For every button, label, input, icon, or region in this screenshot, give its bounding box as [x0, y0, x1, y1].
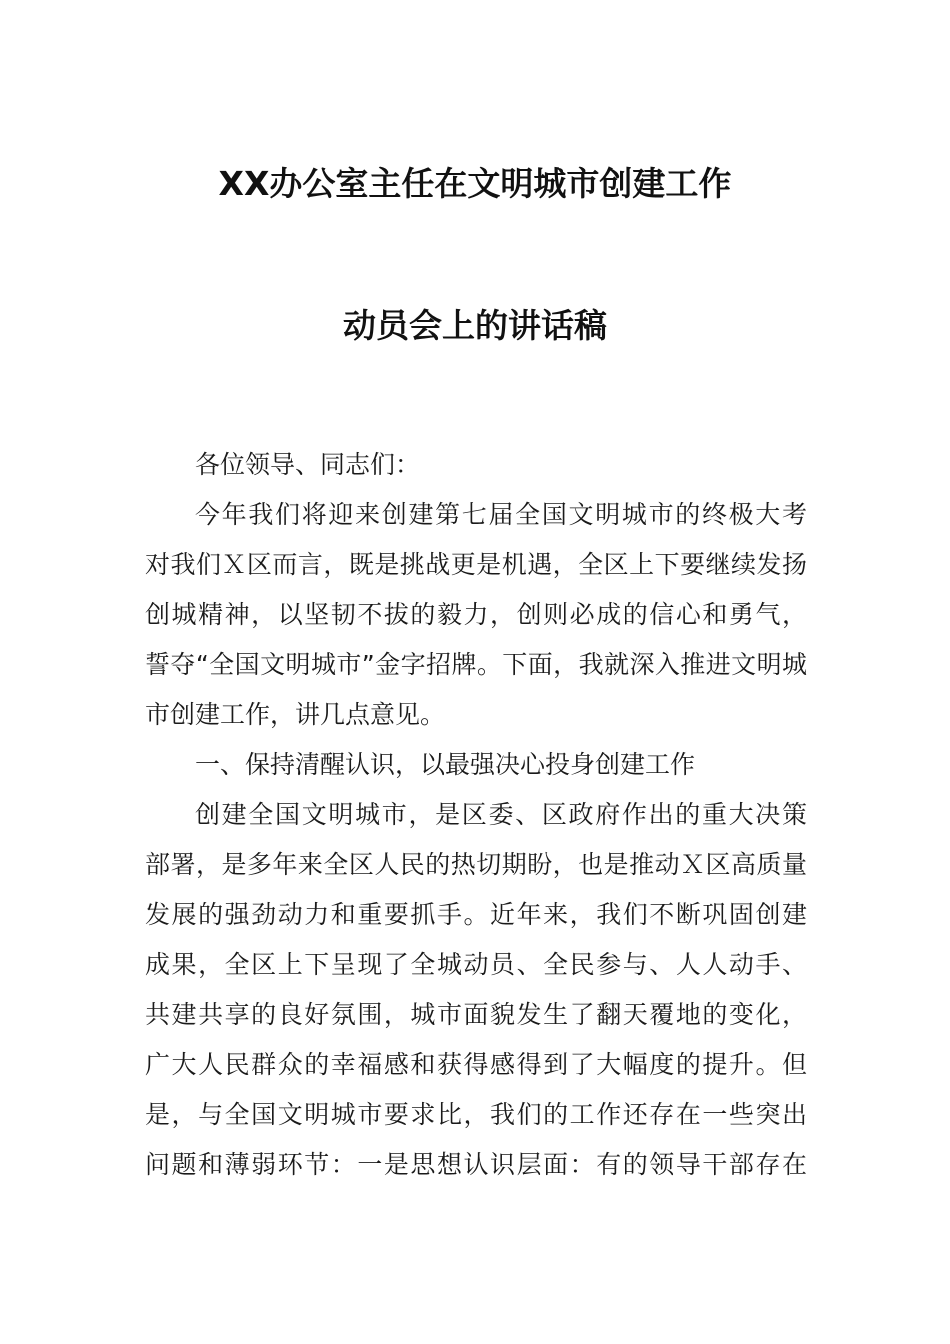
- paragraph-line: 市创建工作，讲几点意见。: [145, 700, 446, 729]
- paragraph-line: 今年我们将迎来创建第七届全国文明城市的终极大考: [195, 500, 807, 529]
- paragraph-line: 创城精神，以坚韧不拔的毅力，创则必成的信心和勇气，: [145, 600, 807, 629]
- paragraph-line: 成果，全区上下呈现了全城动员、全民参与、人人动手、: [145, 950, 807, 979]
- paragraph-line: 誓夺“全国文明城市”金字招牌。下面，我就深入推进文明城: [145, 650, 807, 679]
- document-title-line-2: 动员会上的讲话稿: [343, 306, 607, 345]
- paragraph-line: 是，与全国文明城市要求比，我们的工作还存在一些突出: [145, 1100, 807, 1129]
- document-body: [145, 440, 807, 1190]
- document-title-line-1: XX办公室主任在文明城市创建工作: [218, 164, 732, 203]
- paragraph-line: 对我们Ｘ区而言，既是挑战更是机遇，全区上下要继续发扬: [145, 550, 807, 579]
- paragraph-line: 部署，是多年来全区人民的热切期盼，也是推动Ｘ区高质量: [145, 850, 807, 879]
- paragraph-line: 广大人民群众的幸福感和获得感得到了大幅度的提升。但: [145, 1050, 807, 1079]
- paragraph-line: 问题和薄弱环节：一是思想认识层面：有的领导干部存在: [145, 1150, 807, 1179]
- paragraph-line: 共建共享的良好氛围，城市面貌发生了翻天覆地的变化，: [145, 1000, 807, 1029]
- paragraph-line: 发展的强劲动力和重要抓手。近年来，我们不断巩固创建: [145, 900, 807, 929]
- section-heading: 一、保持清醒认识，以最强决心投身创建工作: [195, 750, 696, 779]
- paragraph-line: 创建全国文明城市，是区委、区政府作出的重大决策: [195, 800, 807, 829]
- salutation: 各位领导、同志们：: [195, 450, 421, 479]
